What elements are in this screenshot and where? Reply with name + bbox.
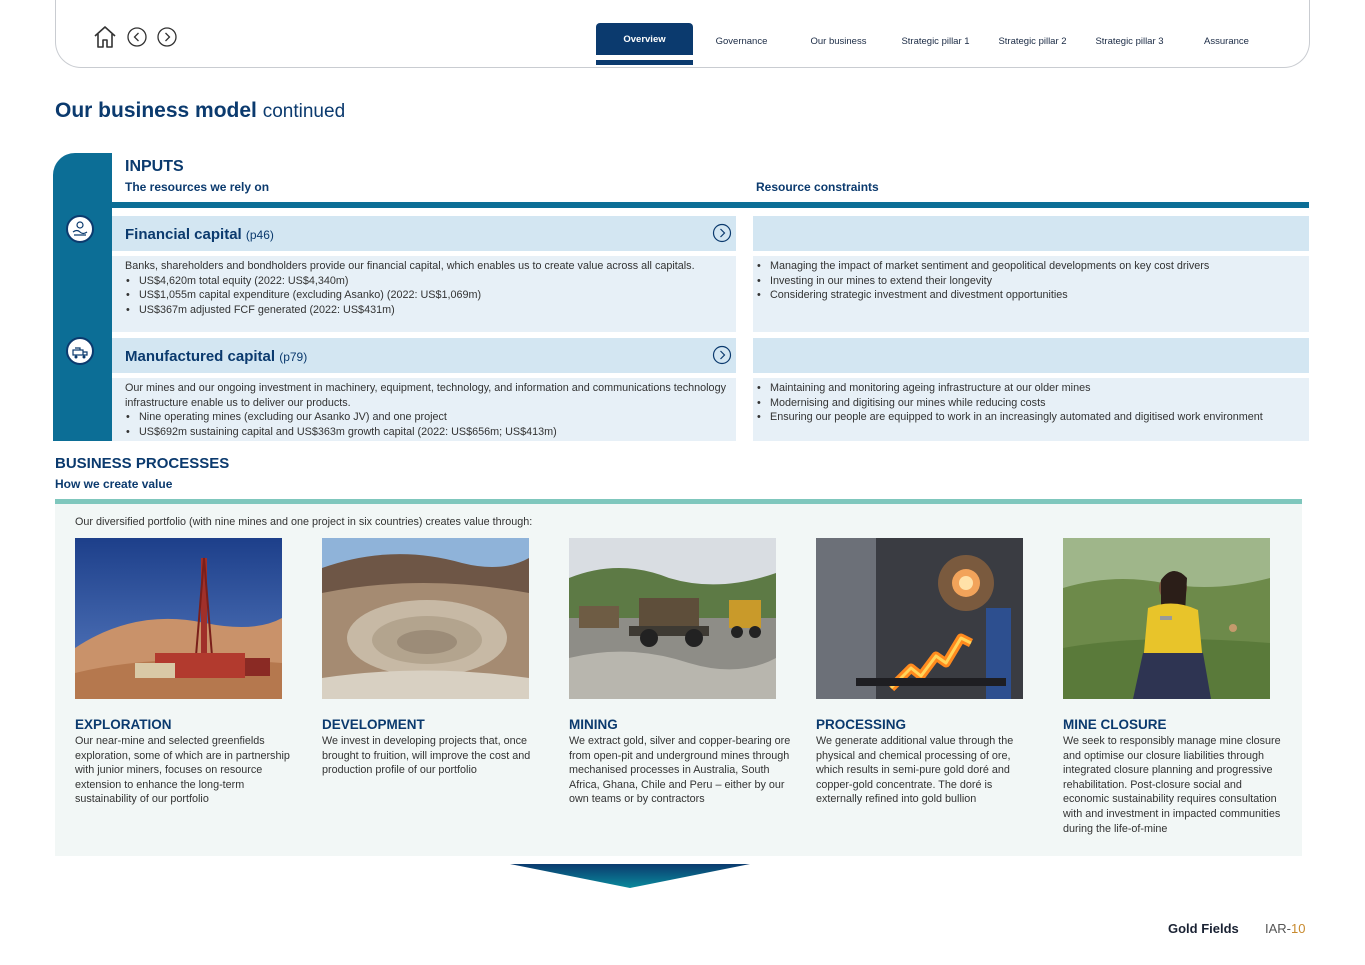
process-description: Our near-mine and selected greenfields exploration, some of which are in partnership with junior miners, focuses on resource extension to enhance the long-term sustainability of our portfolio [75,735,290,806]
mining-image [569,538,776,699]
business-processes-panel [55,504,1302,856]
tab-strategic-pillar-2[interactable]: Strategic pillar 2 [998,36,1067,47]
manufactured-constraints-list [770,381,1299,425]
chevron-right-icon[interactable] [712,223,732,248]
process-title: DEVELOPMENT [322,717,425,732]
mine-closure-image [1063,538,1270,699]
financial-capital-intro: Banks, shareholders and bondholders provide our financial capital, which enables us to create value across all capitals. [125,260,695,272]
page-title-suffix: continued [262,101,346,122]
list-item: • Ensuring our people are equipped to work in an increasingly automated and digitised work environment [770,410,1299,425]
manufactured-capital-body [112,378,736,441]
footer-page-number [1265,921,1305,936]
tab-our-business[interactable]: Our business [810,36,867,47]
list-item: • Modernising and digitising our mines while reducing costs [770,396,1299,411]
process-development [322,538,544,778]
resource-constraints-heading: Resource constraints [756,180,879,194]
footer-brand: Gold Fields [1168,921,1239,936]
list-item: • US$1,055m capital expenditure (excluding Asanko) (2022: US$1,069m) [125,288,726,303]
manufactured-capital-title [125,348,307,365]
process-mine-closure [1063,538,1285,836]
inputs-side-band [53,153,112,441]
manufactured-capital-header[interactable] [112,338,736,373]
process-title: PROCESSING [816,717,907,732]
manufactured-capital-intro: Our mines and our ongoing investment in machinery, equipment, technology, and information and communications technology infrastructure enable us to deliver our products. [125,382,726,409]
manufactured-capital-bullets [125,410,726,439]
financial-capital-title-text: Financial capital [125,226,242,243]
process-mining [569,538,791,807]
list-item: • US$692m sustaining capital and US$363m growth capital (2022: US$656m; US$413m) [125,425,726,440]
manufactured-constraints-header [753,338,1309,373]
page-title [55,99,345,123]
process-title: MINING [569,717,618,732]
back-icon[interactable] [126,26,148,48]
process-title: EXPLORATION [75,717,172,732]
financial-capital-bullets [125,274,726,318]
list-item: • US$4,620m total equity (2022: US$4,340m) [125,274,726,289]
inputs-divider [112,202,1309,208]
financial-constraints-list [770,259,1299,303]
inputs-heading: INPUTS [125,158,184,175]
financial-capital-icon [66,215,94,243]
exploration-image [75,538,282,699]
tab-strategic-pillar-3[interactable]: Strategic pillar 3 [1095,36,1164,47]
processing-image [816,538,1023,699]
down-chevron-icon [510,864,750,893]
business-processes-subheading: How we create value [55,477,173,491]
manufactured-capital-title-text: Manufactured capital [125,348,276,365]
page-number: 10 [1291,921,1306,936]
list-item: • Managing the impact of market sentiment and geopolitical developments on key cost drivers [770,259,1299,274]
financial-capital-ref: (p46) [245,228,274,242]
financial-constraints-body [753,256,1309,332]
list-item: • Nine operating mines (excluding our Asanko JV) and one project [125,410,726,425]
tab-strategic-pillar-1[interactable]: Strategic pillar 1 [901,36,970,47]
financial-capital-body [112,256,736,332]
financial-constraints-header [753,216,1309,251]
process-description: We generate additional value through the physical and chemical processing of ore, which results in semi-pure gold doré and copper-gold concentrate. The doré is externally refined into gold bullion [816,735,1014,806]
chevron-right-icon[interactable] [712,345,732,370]
process-title: MINE CLOSURE [1063,717,1167,732]
home-icon[interactable] [92,24,118,50]
financial-capital-header[interactable] [112,216,736,251]
processes-intro: Our diversified portfolio (with nine mines and one project in six countries) creates value through: [75,516,533,528]
process-processing [816,538,1038,807]
inputs-subheading: The resources we rely on [125,180,270,194]
manufactured-capital-ref: (p79) [279,350,308,364]
process-description: We invest in developing projects that, once brought to fruition, will improve the cost and production profile of our portfolio [322,735,531,777]
page-title-main: Our business model [55,99,257,122]
tab-overview[interactable]: Overview [596,23,693,60]
top-navigation-bar [55,0,1310,68]
tab-governance[interactable]: Governance [715,36,768,47]
development-image [322,538,529,699]
manufactured-constraints-body [753,378,1309,441]
page-prefix: IAR- [1265,921,1291,936]
process-description: We extract gold, silver and copper-bearing ore from open-pit and underground mines through mechanised processes in Australia, South Africa, Ghana, Chile and Peru – either by our own teams or by contractors [569,735,791,806]
manufactured-capital-icon [66,337,94,365]
business-processes-heading: BUSINESS PROCESSES [55,455,230,472]
tab-assurance[interactable]: Assurance [1204,36,1249,47]
process-exploration [75,538,297,807]
process-description: We seek to responsibly manage mine closure and optimise our closure liabilities through integrated closure planning and progressive rehabilitation. Post-closure social and economic sustainability requires consultation with and investment in impacted communities during the life-of-mine [1063,735,1281,835]
list-item: • Maintaining and monitoring ageing infrastructure at our older mines [770,381,1299,396]
list-item: • US$367m adjusted FCF generated (2022: US$431m) [125,303,726,318]
nav-icons [92,24,178,50]
list-item: • Considering strategic investment and divestment opportunities [770,288,1299,303]
list-item: • Investing in our mines to extend their longevity [770,274,1299,289]
section-tabs [596,23,1275,65]
forward-icon[interactable] [156,26,178,48]
financial-capital-title [125,226,274,243]
